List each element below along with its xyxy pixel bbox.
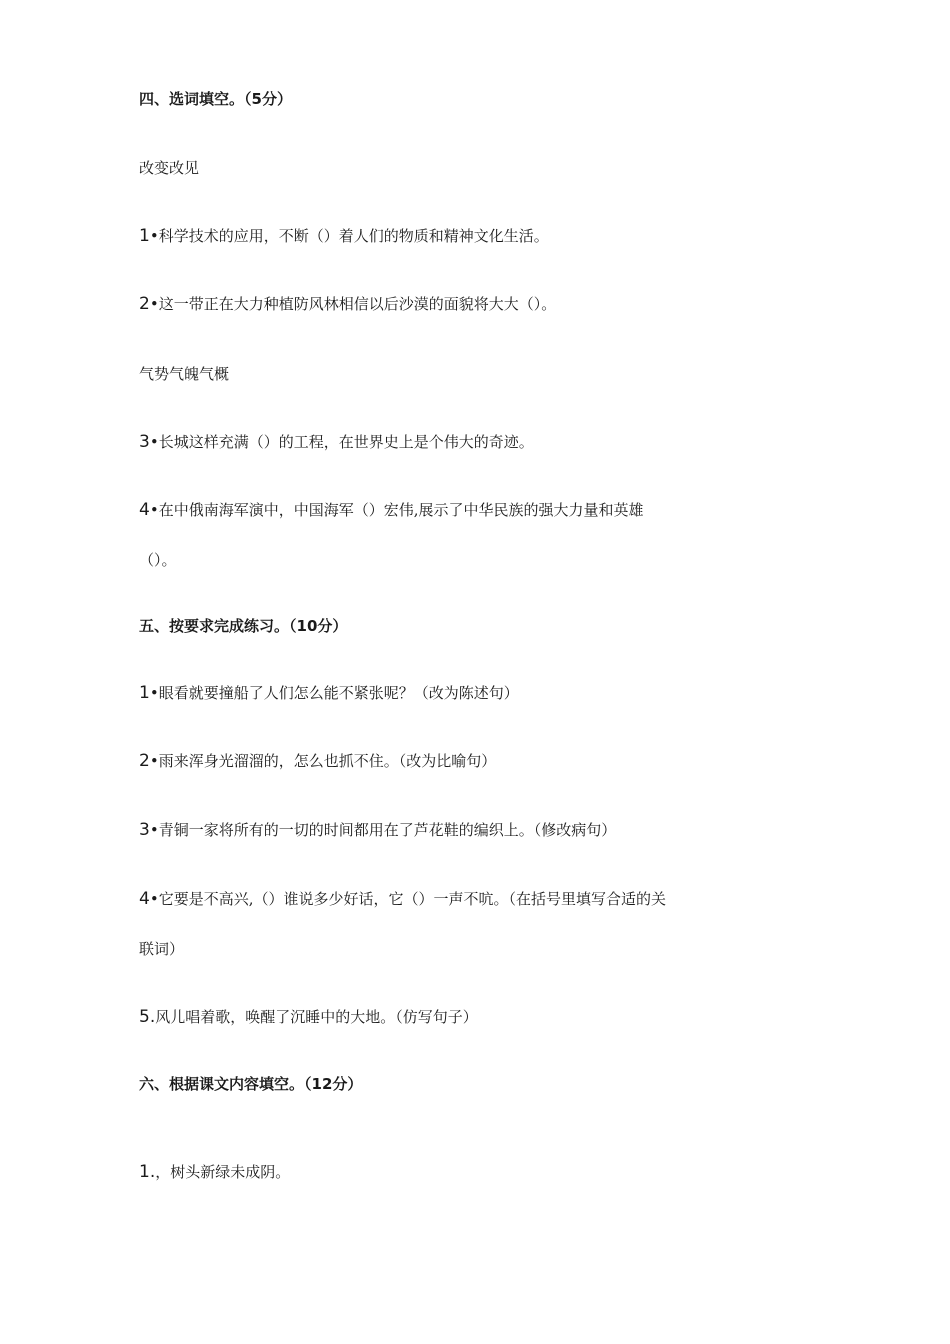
section-4-question-2 [139,294,556,314]
question-separator: • [149,890,159,908]
question-text: 在中俄南海军演中，中国海军（）宏伟,展示了中华民族的强大力量和英雄 [158,501,644,519]
question-number: 3 [139,432,150,452]
section-5-question-2 [139,751,496,771]
question-separator: • [149,227,159,245]
question-number: 5. [139,1007,156,1027]
question-text: ，树头新绿未成阴。 [155,1163,291,1181]
section-5-question-3 [139,820,616,840]
section-6-heading: 六、根据课文内容填空。（12分） [139,1075,363,1093]
section-4-question-3 [139,432,534,452]
question-separator: • [149,295,159,313]
word-choice-group-1: 改变改见 [139,159,200,177]
question-separator: • [149,433,159,451]
section-4-question-4-continuation: （）。 [139,551,177,569]
section-5-question-1 [139,683,519,703]
question-text: 科学技术的应用，不断（）着人们的物质和精神文化生活。 [158,227,549,245]
question-text: 长城这样充满（）的工程，在世界史上是个伟大的奇迹。 [158,433,534,451]
question-text: 雨来浑身光溜溜的，怎么也抓不住。（改为比喻句） [158,752,497,770]
question-separator: • [149,684,159,702]
section-4-question-1 [139,226,549,246]
question-number: 4 [139,500,150,520]
question-number: 1 [139,683,150,703]
question-separator: • [149,821,159,839]
question-text: 风儿唱着歌，唤醒了沉睡中的大地。（仿写句子） [155,1008,478,1026]
section-4-question-4 [139,500,643,520]
question-text: 这一带正在大力种植防风林相信以后沙漠的面貌将大大（）。 [158,295,557,313]
section-5-heading: 五、按要求完成练习。（10分） [139,617,348,635]
question-separator: • [149,752,159,770]
question-text: 青铜一家将所有的一切的时间都用在了芦花鞋的编织上。（修改病句） [158,821,617,839]
question-number: 1. [139,1162,156,1182]
section-4-heading: 四、选词填空。（5分） [139,90,292,108]
question-text: 它要是不高兴,（）谁说多少好话，它（）一声不吭。（在括号里填写合适的关 [158,890,666,908]
question-number: 3 [139,820,150,840]
section-5-question-4 [139,889,666,909]
section-5-question-5 [139,1007,478,1027]
question-number: 1 [139,226,150,246]
question-number: 2 [139,294,150,314]
section-6-question-1 [139,1162,290,1182]
question-text: 眼看就要撞船了人们怎么能不紧张呢？（改为陈述句） [158,684,519,702]
question-separator: • [149,501,159,519]
question-number: 2 [139,751,150,771]
section-5-question-4-continuation: 联词） [139,940,185,958]
word-choice-group-2: 气势气魄气概 [139,365,230,383]
question-number: 4 [139,889,150,909]
